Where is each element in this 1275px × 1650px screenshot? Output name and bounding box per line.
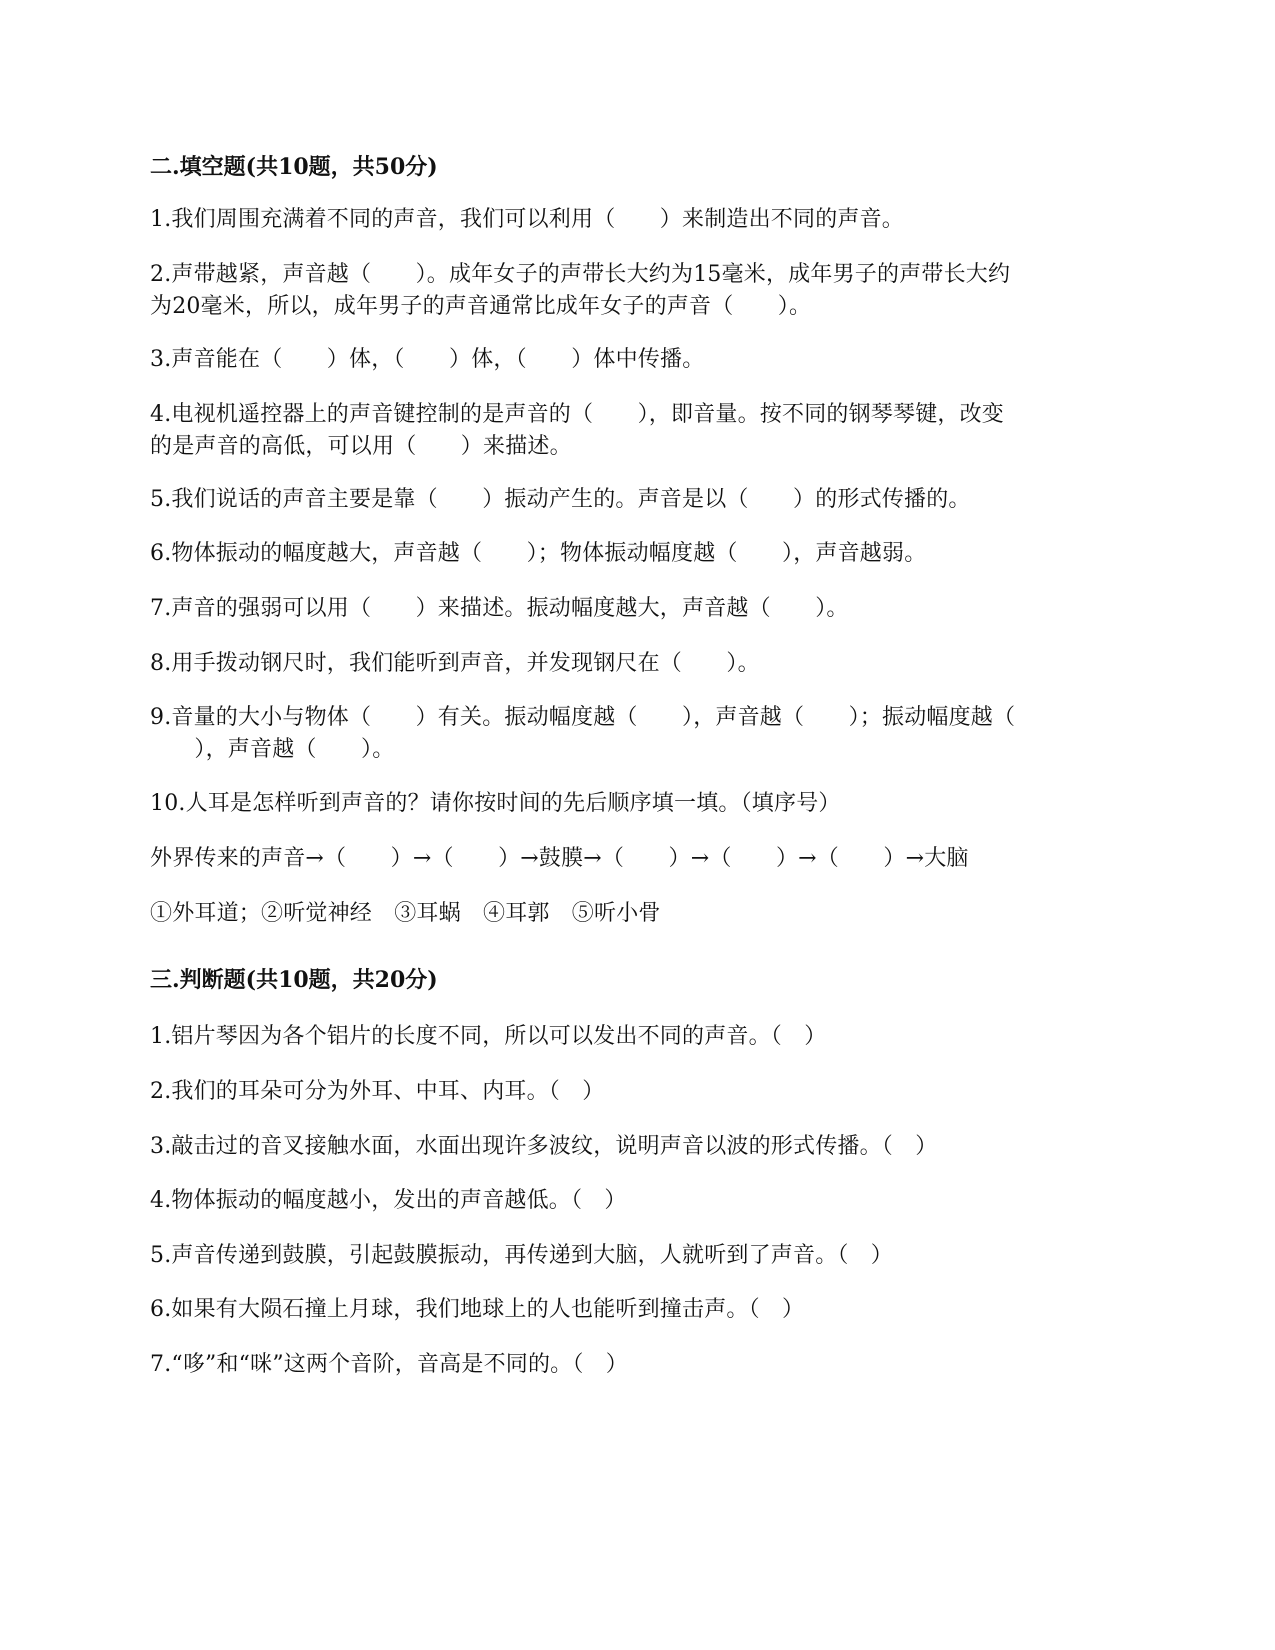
fill-question-3: 3.声音能在（ ）体，（ ）体，（ ）体中传播。 (150, 347, 705, 372)
judge-question-5: 5.声音传递到鼓膜，引起鼓膜振动，再传递到大脑，人就听到了声音。（ ） (150, 1243, 893, 1268)
fill-question-9-line-1: 9.音量的大小与物体（ ）有关。振动幅度越（ ），声音越（ ）；振动幅度越（ (150, 705, 1016, 730)
judge-question-2: 2.我们的耳朵可分为外耳、中耳、内耳。（ ） (150, 1079, 605, 1104)
judge-question-3: 3.敲击过的音叉接触水面，水面出现许多波纹，说明声音以波的形式传播。（ ） (150, 1134, 938, 1159)
fill-question-10: 10.人耳是怎样听到声音的？请你按时间的先后顺序填一填。（填序号） (150, 791, 841, 816)
fill-question-9-line-2: ），声音越（ ）。 (150, 737, 395, 762)
section-2-title: 二.填空题(共10题，共50分) (150, 154, 438, 180)
fill-question-8: 8.用手拨动钢尺时，我们能听到声音，并发现钢尺在（ ）。 (150, 651, 760, 676)
judge-question-7: 7.“哆”和“咪”这两个音阶，音高是不同的。（ ） (150, 1352, 628, 1377)
fill-question-4 (150, 399, 1110, 463)
judge-question-4: 4.物体振动的幅度越小，发出的声音越低。（ ） (150, 1188, 627, 1213)
fill-question-5: 5.我们说话的声音主要是靠（ ）振动产生的。声音是以（ ）的形式传播的。 (150, 487, 971, 512)
fill-question-6: 6.物体振动的幅度越大，声音越（ ）；物体振动幅度越（ ），声音越弱。 (150, 541, 927, 566)
fill-question-4-line-2: 的是声音的高低，可以用（ ）来描述。 (150, 434, 572, 459)
fill-question-4-line-1: 4.电视机遥控器上的声音键控制的是声音的（ ），即音量。按不同的钢琴琴键，改变 (150, 402, 1004, 427)
fill-question-10-options: ①外耳道；②听觉神经 ③耳蜗 ④耳郭 ⑤听小骨 (150, 901, 661, 926)
judge-question-6: 6.如果有大陨石撞上月球，我们地球上的人也能听到撞击声。（ ） (150, 1297, 805, 1322)
fill-question-7: 7.声音的强弱可以用（ ）来描述。振动幅度越大，声音越（ ）。 (150, 596, 849, 621)
judge-question-1: 1.铝片琴因为各个铝片的长度不同，所以可以发出不同的声音。（ ） (150, 1024, 827, 1049)
section-3-title: 三.判断题(共10题，共20分) (150, 967, 438, 993)
fill-question-2 (150, 259, 1110, 323)
fill-question-2-line-2: 为20毫米，所以，成年男子的声音通常比成年女子的声音（ ）。 (150, 294, 812, 319)
fill-question-9 (150, 702, 1110, 766)
document-page (150, 0, 1110, 1650)
fill-question-10-chain: 外界传来的声音→（ ）→（ ）→鼓膜→（ ）→（ ）→（ ）→大脑 (150, 846, 969, 871)
fill-question-1: 1.我们周围充满着不同的声音，我们可以利用（ ）来制造出不同的声音。 (150, 207, 904, 232)
fill-question-2-line-1: 2.声带越紧，声音越（ ）。成年女子的声带长大约为15毫米，成年男子的声带长大约 (150, 262, 1011, 287)
